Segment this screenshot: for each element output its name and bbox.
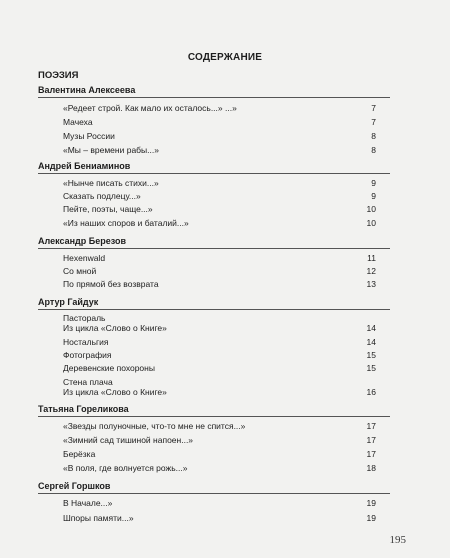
section-heading: ПОЭЗИЯ: [38, 70, 79, 81]
entry-page: 8: [371, 131, 376, 141]
entry-title: Фотография: [63, 350, 112, 360]
entry-title: «Нынче писать стихи...»: [63, 178, 159, 188]
entry-page: 16: [366, 387, 376, 397]
entry-title: Со мной: [63, 266, 97, 276]
author-name: Андрей Бениаминов: [38, 161, 131, 171]
entry-page: 17: [366, 449, 376, 459]
entry-title: Берёзка: [63, 449, 96, 459]
entry-title: «Редеет строй. Как мало их осталось...» ...»: [63, 103, 237, 113]
author-divider: [38, 248, 390, 249]
entry-page: 8: [371, 145, 376, 155]
toc-entry: [63, 498, 376, 510]
entry-page: 15: [366, 350, 376, 360]
entry-title: «Мы – времени рабы...»: [63, 145, 159, 155]
entry-title: Ностальгия: [63, 337, 109, 347]
author-divider: [38, 173, 390, 174]
entry-page: 9: [371, 178, 376, 188]
entry-page: 17: [366, 421, 376, 431]
toc-entry-sub: [63, 323, 376, 335]
page-title: СОДЕРЖАНИЕ: [187, 52, 263, 63]
toc-entry: [63, 279, 376, 291]
entry-title: Пастораль: [63, 313, 106, 323]
author-name: Татьяна Гореликова: [38, 404, 129, 414]
entry-subtitle: Из цикла «Слово о Книге»: [63, 323, 167, 333]
entry-title: «Зимний сад тишиной напоен...»: [63, 435, 194, 445]
toc-entry: [63, 103, 376, 115]
toc-entry: [63, 463, 376, 475]
toc-entry: [63, 145, 376, 157]
toc-entry: [63, 131, 376, 143]
entry-title: Hexenwald: [63, 253, 106, 263]
entry-page: 15: [366, 363, 376, 373]
toc-entry: [63, 178, 376, 190]
entry-title: Музы России: [63, 131, 115, 141]
entry-page: 12: [366, 266, 376, 276]
author-divider: [38, 309, 390, 310]
entry-title: Пейте, поэты, чаще...»: [63, 204, 153, 214]
entry-title: Стена плача: [63, 377, 113, 387]
entry-page: 14: [366, 337, 376, 347]
entry-title: «В поля, где волнуется рожь...»: [63, 463, 188, 473]
author-name: Александр Березов: [38, 236, 127, 246]
toc-entry: [63, 204, 376, 216]
entry-page: 13: [366, 279, 376, 289]
entry-title: В Начале...»: [63, 498, 113, 508]
entry-page: 18: [366, 463, 376, 473]
author-name: Артур Гайдук: [38, 297, 99, 307]
author-name: Сергей Горшков: [38, 481, 111, 491]
page-number: 195: [389, 534, 406, 546]
toc-entry: [63, 253, 376, 265]
entry-page: 11: [367, 253, 376, 263]
toc-entry: [63, 117, 376, 129]
entry-page: 19: [366, 513, 376, 523]
author-divider: [38, 416, 390, 417]
entry-title: «Звезды полуночные, что-то мне не спится...»: [63, 421, 246, 431]
entry-page: 10: [366, 204, 376, 214]
toc-entry: [63, 449, 376, 461]
entry-page: 7: [371, 103, 376, 113]
entry-page: 19: [366, 498, 376, 508]
toc-entry: [63, 191, 376, 203]
entry-subtitle: Из цикла «Слово о Книге»: [63, 387, 167, 397]
entry-title: По прямой без возврата: [63, 279, 159, 289]
entry-page: 10: [366, 218, 376, 228]
entry-title: Шпоры памяти...»: [63, 513, 134, 523]
author-divider: [38, 97, 390, 98]
toc-entry-sub: [63, 387, 376, 399]
toc-entry: [63, 421, 376, 433]
toc-entry: [63, 218, 376, 230]
entry-page: 9: [371, 191, 376, 201]
entry-title: «Из наших споров и баталий...»: [63, 218, 189, 228]
entry-page: 7: [371, 117, 376, 127]
toc-entry: [63, 266, 376, 278]
entry-title: Деревенские похороны: [63, 363, 155, 373]
entry-title: Сказать подлецу...»: [63, 191, 141, 201]
author-divider: [38, 493, 390, 494]
entry-page: 17: [366, 435, 376, 445]
toc-entry: [63, 363, 376, 375]
author-name: Валентина Алексеева: [38, 85, 136, 95]
entry-title: Мачеха: [63, 117, 93, 127]
toc-entry: [63, 435, 376, 447]
toc-entry: [63, 350, 376, 362]
toc-entry: [63, 513, 376, 525]
entry-page: 14: [366, 323, 376, 333]
toc-entry: [63, 337, 376, 349]
